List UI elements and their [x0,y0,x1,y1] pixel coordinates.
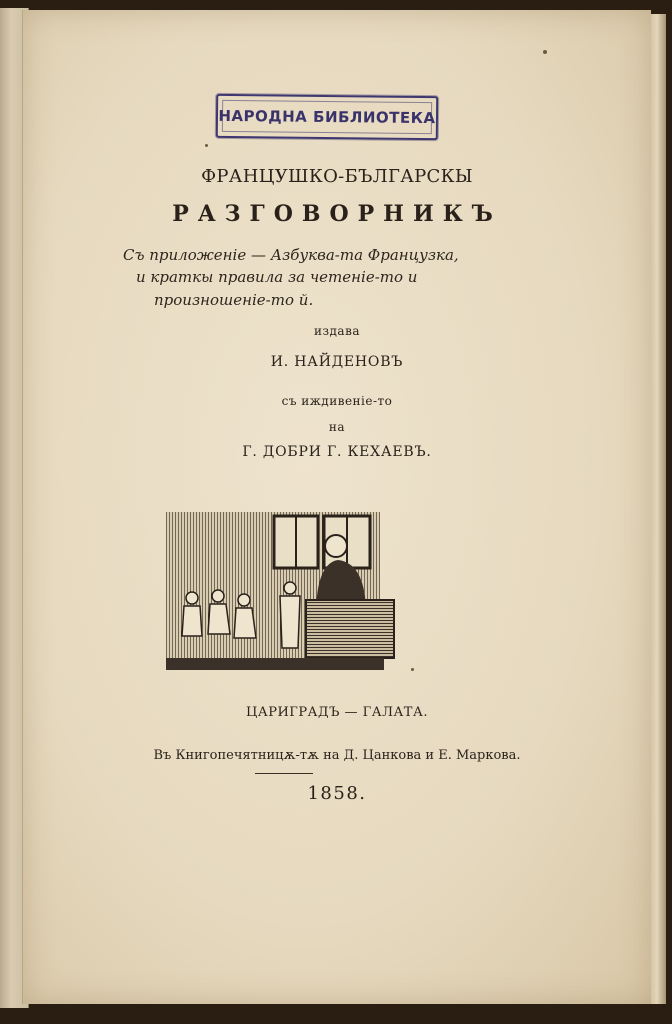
subtitle-line-1: Съ приложеніе — Азбуква-та Французка, [123,246,459,264]
stamp-text: НАРОДНА БИБЛИОТЕКА [218,106,436,128]
patron-name: Г. ДОБРИ Г. КЕХАЕВЪ. [242,444,432,460]
title-line-2: РАЗГОВОРНИКЪ [172,201,502,227]
imprint-printer: Въ Книгопечятницѫ-тѫ на Д. Цанкова и Е. Маркова. [153,748,521,763]
ink-spot [543,50,547,54]
subtitle-line-2: и краткы правила за четеніе-то и [136,268,418,286]
ink-spot [205,144,208,147]
title-line-1: ФРАНЦУШКО-БЪЛГАРСКЫ [201,166,473,187]
author-name: И. НАЙДЕНОВЪ [270,354,404,370]
title-page [22,10,651,1004]
subtitle-line-3: произношеніе-то й. [154,291,314,309]
ink-spot [411,668,414,671]
expense-label: съ иждивеніе-то [281,394,393,408]
year-rule [255,773,313,774]
imprint-year: 1858. [307,783,367,804]
classroom-engraving-icon [166,508,396,676]
library-stamp [216,94,438,140]
na-label: на [328,420,346,434]
publisher-label: издава [314,324,360,338]
imprint-city: ЦАРИГРАДЪ — ГАЛАТА. [246,705,428,720]
